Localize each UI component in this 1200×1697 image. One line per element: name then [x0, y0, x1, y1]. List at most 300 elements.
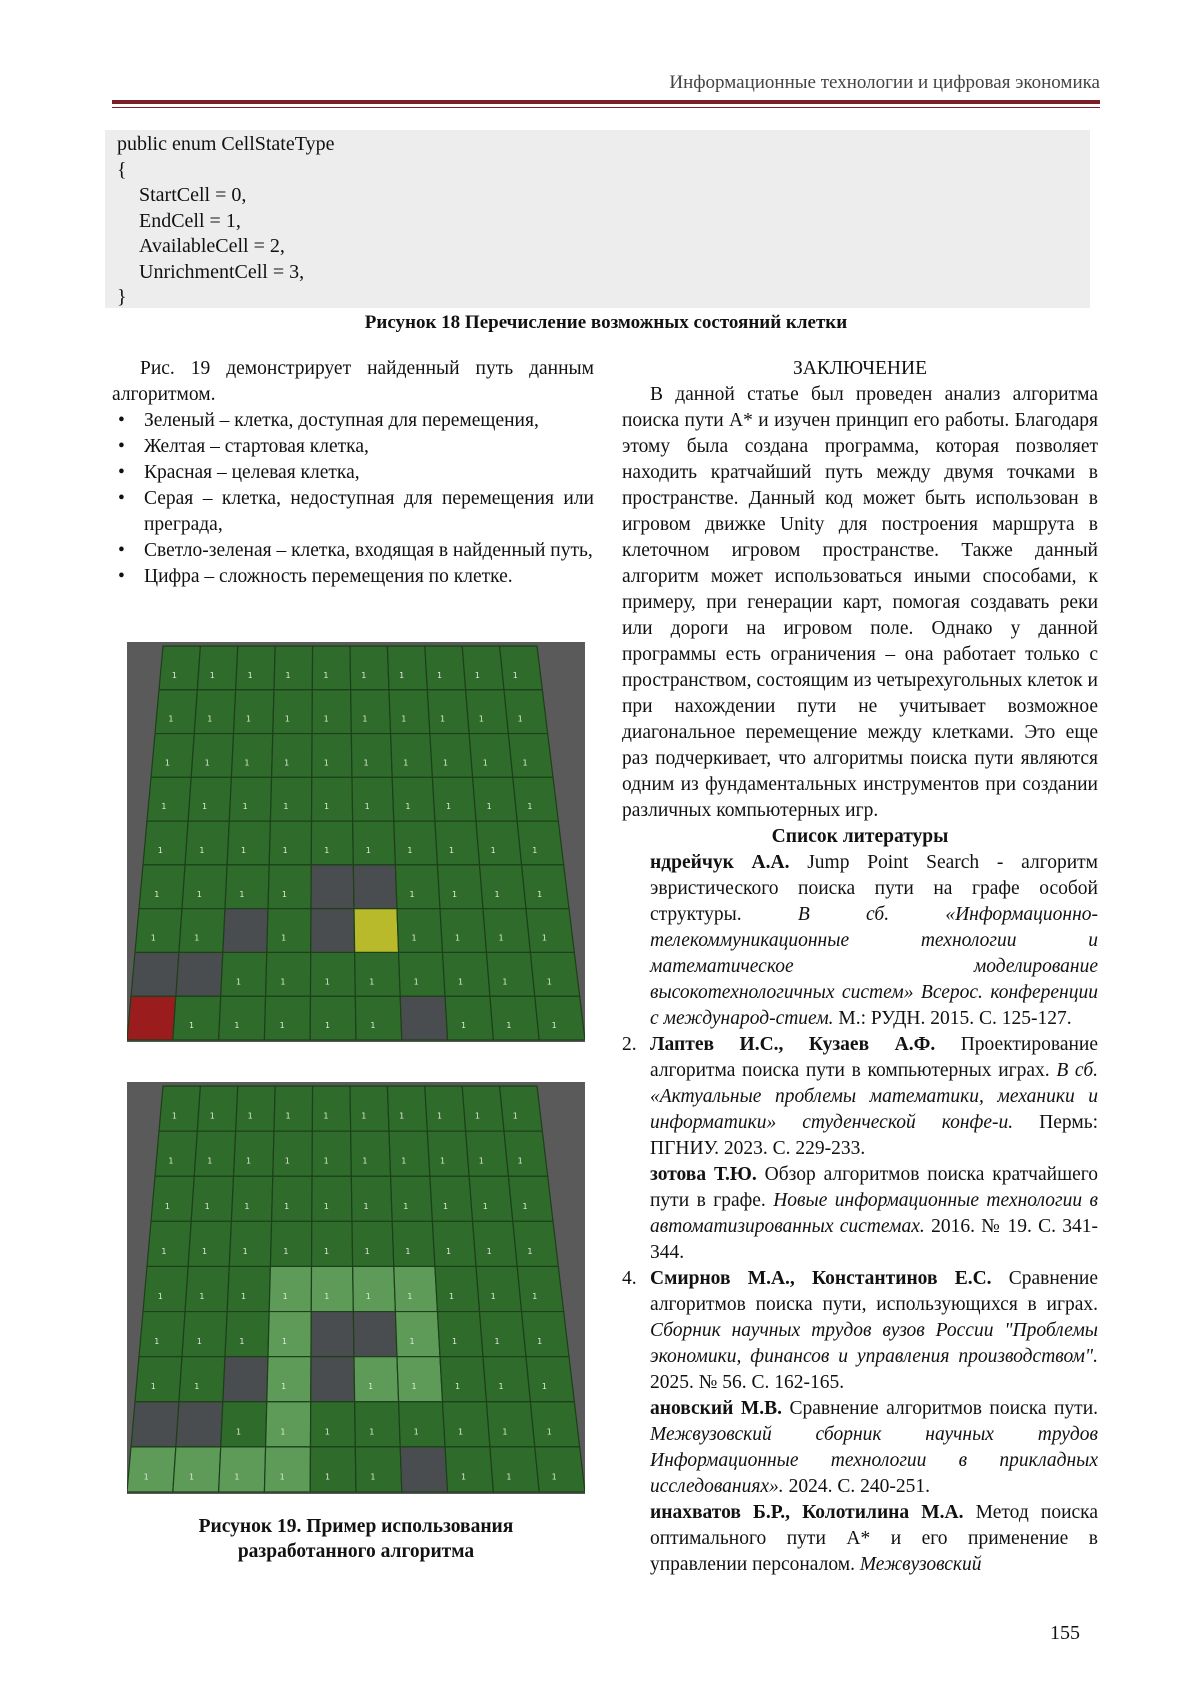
code-line: UnrichmentCell = 3,: [139, 260, 305, 283]
cell-digit: 1: [150, 933, 156, 943]
grid-cell: [394, 821, 438, 865]
grid-cell: [173, 1447, 221, 1492]
cell-digit: 1: [437, 670, 443, 680]
grid-cell: [311, 1312, 354, 1357]
cell-digit: 1: [241, 1292, 247, 1301]
figure-18-caption: Рисунок 18 Перечисление возможных состояний клетки: [364, 312, 848, 333]
grid-cell: [435, 821, 480, 865]
grid-cell: [310, 1402, 355, 1447]
cell-digit: 1: [449, 846, 455, 855]
grid-cell: [311, 821, 353, 865]
grid-cell: [483, 1357, 530, 1402]
cell-digit: 1: [486, 1246, 492, 1256]
cell-digit: 1: [409, 889, 415, 899]
cell-digit: 1: [209, 1111, 215, 1121]
cell-digit: 1: [369, 1427, 375, 1437]
cell-digit: 1: [522, 758, 528, 768]
grid-cell: [188, 1221, 231, 1266]
cell-digit: 1: [161, 802, 167, 812]
cell-digit: 1: [323, 670, 329, 680]
grid-cell: [179, 1357, 225, 1402]
code-line: EndCell = 1,: [139, 209, 241, 232]
cell-digit: 1: [199, 846, 205, 855]
cell-digit: 1: [285, 670, 291, 680]
grid-cell: [135, 1357, 182, 1402]
grid-cell: [352, 777, 394, 821]
cell-digit: 1: [449, 1292, 455, 1301]
cell-digit: 1: [323, 1156, 329, 1166]
grid-cell: [391, 1176, 433, 1221]
figure-19-caption: [112, 1514, 600, 1564]
references-title: Список литературы: [771, 826, 949, 847]
cell-digit: 1: [196, 889, 202, 899]
cell-digit: 1: [527, 1246, 533, 1256]
grid-cell: [397, 1357, 443, 1402]
grid-cell: [264, 1447, 310, 1492]
grid-cell: [399, 952, 445, 996]
cell-digit: 1: [199, 1292, 205, 1301]
grid-cell: [473, 777, 518, 821]
code-line: StartCell = 0,: [139, 184, 247, 206]
grid-cell: [312, 1221, 353, 1266]
cell-digit: 1: [370, 1021, 376, 1031]
cell-digit: 1: [368, 1382, 374, 1392]
cell-digit: 1: [541, 933, 548, 943]
cell-digit: 1: [506, 1021, 512, 1031]
cell-digit: 1: [325, 1021, 331, 1031]
grid-cell: [391, 734, 433, 778]
cell-digit: 1: [236, 977, 242, 987]
cell-digit: 1: [446, 802, 452, 812]
cell-digit: 1: [474, 1111, 480, 1121]
grid-cell: [500, 646, 543, 690]
cell-digit: 1: [413, 1427, 419, 1437]
cell-digit: 1: [194, 933, 200, 943]
intro-paragraph: Рис. 19 демонстрирует найденный путь данным алгоритмом.: [112, 358, 594, 405]
grid-cell: [355, 952, 401, 996]
cell-digit: 1: [502, 1427, 508, 1437]
grid-cell: [513, 1221, 559, 1266]
cell-digit: 1: [284, 1201, 290, 1211]
grid-cell: [225, 1312, 269, 1357]
cell-digit: 1: [411, 1382, 417, 1392]
cell-digit: 1: [541, 1382, 548, 1392]
grid-cell: [266, 1402, 311, 1447]
cell-digit: 1: [323, 1111, 329, 1121]
grid-cell: [227, 1266, 270, 1311]
grid-cell: [355, 996, 401, 1040]
grid-cell: [131, 952, 179, 996]
grid-cell: [399, 1402, 445, 1447]
grid-cell: [236, 646, 276, 690]
cell-digit: 1: [361, 670, 367, 680]
grid-cell: [522, 865, 569, 909]
grid-cell: [182, 865, 227, 909]
legend-item: • Серая – клетка, недоступная для перемещения или преграда,: [112, 486, 594, 538]
grid-cell: [223, 1357, 268, 1402]
grid-cell: [311, 1266, 353, 1311]
cell-digit: 1: [154, 889, 160, 899]
grid-cell: [354, 1357, 399, 1402]
cell-digit: 1: [279, 1021, 285, 1031]
grid-cell: [353, 1312, 397, 1357]
grid-cell: [312, 734, 352, 778]
cell-digit: 1: [502, 977, 508, 987]
grid-cell: [437, 1312, 483, 1357]
grid-cell: [445, 996, 493, 1040]
grid-cell: [486, 1402, 534, 1447]
grid-cell: [143, 1266, 188, 1311]
cell-digit: 1: [234, 1472, 240, 1482]
grid-cell: [473, 1221, 518, 1266]
grid-cell: [159, 646, 200, 690]
grid-cell: [476, 821, 522, 865]
cell-digit: 1: [164, 758, 170, 768]
grid-cell: [355, 1402, 401, 1447]
cell-digit: 1: [209, 670, 215, 680]
cell-digit: 1: [482, 758, 488, 768]
reference-item: зотова Т.Ю. Обзор алгоритмов поиска кратчайшего пути в графе. Новые информационные технологии в автоматизированных системах. 2016. № 19. С. 341-344.: [650, 1164, 1099, 1263]
grid-cell: [221, 1402, 267, 1447]
legend-item: • Красная – целевая клетка,: [112, 460, 594, 486]
grid-cell: [176, 952, 223, 996]
cell-digit: 1: [204, 758, 210, 768]
grid-cell: [312, 646, 350, 690]
grid-cell: [353, 865, 397, 909]
cell-digit: 1: [161, 1246, 167, 1256]
cell-digit: 1: [244, 758, 250, 768]
cell-digit: 1: [164, 1201, 170, 1211]
grid-cell: [179, 909, 225, 953]
cell-digit: 1: [537, 1337, 543, 1347]
cell-digit: 1: [150, 1382, 156, 1392]
code-line: AvailableCell = 2,: [139, 235, 285, 257]
grid-cell: [194, 1131, 235, 1176]
grid-cell: [400, 996, 447, 1040]
grid-cell: [311, 909, 355, 953]
cell-digit: 1: [285, 1111, 291, 1121]
grid-cell: [530, 1402, 579, 1447]
cell-digit: 1: [284, 758, 290, 768]
cell-digit: 1: [362, 714, 368, 724]
grid-cell: [268, 865, 311, 909]
cell-digit: 1: [324, 846, 330, 855]
grid-cell: [469, 1176, 513, 1221]
grid-cell: [437, 865, 483, 909]
reference-item: ановский М.В. Сравнение алгоритмов поиска пути. Межвузовский сборник научных трудов Информационные технологии в прикладных исследованиях». 2024. С. 240-251.: [650, 1398, 1098, 1497]
grid-cell: [151, 734, 194, 778]
cell-digit: 1: [280, 1427, 286, 1437]
grid-cell: [274, 1086, 313, 1131]
conclusion-text: В данной статье был проведен анализ алгоритма поиска пути A* и изучен принцип его работы. Благодаря этому была создана программа, которая позволяет находить кратчайший путь между двумя точками в пространстве. Данный код может быть использован в игровом движке Unity для построения маршрута в клеточном игровом пространстве. Также данный алгоритм может использоваться иными способами, к примеру, при генерации карт, помогая создавать реки или дороги на игровом поле. Однако у данной программы есть ограничения – она работает только с пространством, состоящим из четырехугольных клеток и при нахождении пути не учитывает возможное диагональное перемещение между клетками. Это еще раз подчеркивает, что алгоритмы поиска пути являются одним из фундаментальных инструментов при создании различных компьютерных игр.: [622, 384, 1098, 821]
grid-cell: [270, 777, 311, 821]
grid-cell: [143, 821, 188, 865]
grid-cell: [462, 646, 504, 690]
grid-cell: [223, 909, 268, 953]
grid-cell: [425, 1086, 466, 1131]
grid-cell: [310, 952, 355, 996]
grid-cell: [194, 690, 235, 734]
cell-digit: 1: [474, 670, 480, 680]
cell-digit: 1: [440, 714, 446, 724]
cell-digit: 1: [324, 977, 330, 987]
grid-cell: [395, 1312, 440, 1357]
cell-digit: 1: [234, 1021, 240, 1031]
cell-digit: 1: [522, 1201, 528, 1211]
grid-cell: [312, 1176, 352, 1221]
grid-cell: [392, 777, 435, 821]
grid-cell: [427, 1131, 469, 1176]
grid-cell: [530, 952, 579, 996]
cell-digit: 1: [452, 889, 458, 899]
grid-cell: [236, 1086, 276, 1131]
grid-cell: [173, 996, 221, 1040]
code-listing: [105, 130, 1090, 308]
cell-digit: 1: [409, 1337, 415, 1347]
grid-cell: [310, 1447, 356, 1492]
cell-digit: 1: [283, 802, 289, 812]
cell-digit: 1: [196, 1337, 202, 1347]
cell-digit: 1: [323, 758, 329, 768]
cell-digit: 1: [363, 1201, 369, 1211]
cell-digit: 1: [440, 1156, 446, 1166]
cell-digit: 1: [154, 1337, 160, 1347]
grid-cell: [267, 1357, 311, 1402]
code-line: {: [117, 158, 127, 181]
grid-cell: [350, 1086, 389, 1131]
grid-cell: [466, 690, 509, 734]
cell-digit: 1: [244, 1201, 250, 1211]
grid-cell: [267, 909, 311, 953]
cell-digit: 1: [282, 1292, 288, 1301]
grid-cell: [351, 1176, 392, 1221]
grid-cell: [231, 1176, 272, 1221]
grid-cell: [432, 777, 476, 821]
grid-cell: [508, 1176, 553, 1221]
cell-digit: 1: [443, 1201, 449, 1211]
grid-cell: [135, 909, 182, 953]
grid-cell: [176, 1402, 223, 1447]
grid-cell: [151, 1176, 194, 1221]
grid-cell: [483, 909, 530, 953]
cell-digit: 1: [363, 758, 369, 768]
cell-digit: 1: [324, 1246, 330, 1256]
cell-digit: 1: [157, 846, 163, 855]
cell-digit: 1: [157, 1292, 163, 1301]
header-rule-thick: [112, 100, 1100, 104]
cell-digit: 1: [246, 714, 252, 724]
grid-cell: [432, 1221, 476, 1266]
cell-digit: 1: [455, 933, 461, 943]
grid-cell: [443, 952, 490, 996]
cell-digit: 1: [401, 714, 407, 724]
grid-cell: [197, 646, 237, 690]
cell-digit: 1: [446, 1246, 452, 1256]
grid-cell: [312, 690, 351, 734]
grid-cell: [387, 1086, 427, 1131]
grid-cell: [270, 1221, 311, 1266]
cell-digit: 1: [405, 1246, 411, 1256]
cell-digit: 1: [401, 1156, 407, 1166]
cell-digit: 1: [399, 670, 405, 680]
cell-digit: 1: [143, 1472, 149, 1482]
cell-digit: 1: [247, 670, 253, 680]
grid-cell: [355, 1447, 401, 1492]
grid-cell: [274, 646, 313, 690]
cell-digit: 1: [204, 1201, 210, 1211]
grid-cell: [188, 777, 231, 821]
cell-digit: 1: [527, 802, 533, 812]
grid-cell: [508, 734, 553, 778]
cell-digit: 1: [458, 977, 464, 987]
cell-digit: 1: [517, 714, 523, 724]
cell-digit: 1: [498, 1382, 504, 1392]
cell-digit: 1: [494, 1337, 500, 1347]
references-list: [622, 850, 1098, 1578]
grid-cell: [269, 821, 311, 865]
grid-cell: [273, 690, 313, 734]
cell-digit: 1: [236, 1427, 242, 1437]
grid-cell: [185, 821, 229, 865]
cell-digit: 1: [284, 714, 290, 724]
cell-digit: 1: [452, 1337, 458, 1347]
grid-cell: [430, 734, 473, 778]
cell-digit: 1: [323, 714, 329, 724]
code-line: }: [117, 286, 127, 308]
grid-cell: [229, 1221, 271, 1266]
cell-digit: 1: [478, 714, 484, 724]
grid-cell: [127, 996, 176, 1040]
cell-digit: 1: [490, 1292, 496, 1301]
cell-digit: 1: [551, 1021, 557, 1031]
grid-cell: [353, 1266, 396, 1311]
cell-digit: 1: [365, 846, 371, 855]
cell-digit: 1: [361, 1111, 367, 1121]
grid-cell: [272, 734, 312, 778]
cell-digit: 1: [202, 802, 208, 812]
grid-cell: [264, 996, 310, 1040]
cell-digit: 1: [283, 1246, 289, 1256]
grid-cell: [526, 909, 574, 953]
cell-digit: 1: [247, 1111, 253, 1121]
grid-cell: [139, 1312, 185, 1357]
grid-cell: [229, 777, 271, 821]
cell-digit: 1: [280, 977, 286, 987]
grid-cell: [312, 1086, 350, 1131]
cell-digit: 1: [369, 977, 375, 987]
cell-digit: 1: [323, 1201, 329, 1211]
cell-digit: 1: [537, 889, 543, 899]
grid-cell: [311, 1357, 355, 1402]
grid-cell: [462, 1086, 504, 1131]
grid-cell: [387, 646, 427, 690]
grid-cell: [394, 1266, 438, 1311]
cell-digit: 1: [171, 1111, 178, 1121]
grid-cell: [440, 909, 486, 953]
grid-cell: [425, 646, 466, 690]
grid-cell: [269, 1266, 311, 1311]
cell-digit: 1: [239, 1337, 245, 1347]
grid-cell: [435, 1266, 480, 1311]
cell-digit: 1: [443, 758, 449, 768]
cell-digit: 1: [364, 1246, 370, 1256]
grid-cell: [312, 1131, 351, 1176]
grid-cell: [352, 1221, 394, 1266]
cell-digit: 1: [281, 933, 287, 943]
page-number: 155: [1050, 1622, 1080, 1644]
cell-digit: 1: [512, 1111, 518, 1121]
cell-digit: 1: [325, 1472, 331, 1482]
cell-digit: 1: [362, 1156, 368, 1166]
cell-digit: 1: [517, 1156, 523, 1166]
cell-digit: 1: [413, 977, 419, 987]
grid-cell: [351, 734, 392, 778]
grid-cell: [504, 1131, 548, 1176]
grid-cell: [480, 865, 526, 909]
grid-cell: [440, 1357, 486, 1402]
cell-digit: 1: [281, 1337, 287, 1347]
grid-cell: [219, 996, 266, 1040]
grid-cell: [480, 1312, 526, 1357]
cell-digit: 1: [546, 977, 552, 987]
cell-digit: 1: [407, 1292, 413, 1301]
cell-digit: 1: [324, 1427, 330, 1437]
cell-digit: 1: [494, 889, 500, 899]
reference-item: 4. Смирнов М.А., Константинов Е.С. Сравнение алгоритмов поиска пути, использующихся в играх. Сборник научных трудов вузов России "Проблемы экономики, финансов и управления производством". 2025. № 56. С. 162-165.: [622, 1268, 1098, 1393]
cell-digit: 1: [498, 933, 504, 943]
cell-digit: 1: [207, 1156, 213, 1166]
journal-header: Информационные технологии и цифровая экономика: [669, 72, 1100, 93]
grid-cell: [445, 1447, 493, 1492]
cell-digit: 1: [282, 846, 288, 855]
grid-cell: [159, 1086, 200, 1131]
cell-digit: 1: [202, 1246, 208, 1256]
cell-digit: 1: [411, 933, 417, 943]
grid-cell: [354, 909, 399, 953]
grid-cell: [535, 1447, 585, 1492]
cell-digit: 1: [461, 1021, 467, 1031]
cell-digit: 1: [194, 1382, 200, 1392]
grid-cell: [500, 1086, 543, 1131]
grid-cell: [221, 952, 267, 996]
grid-cell: [219, 1447, 266, 1492]
grid-cell: [273, 1131, 313, 1176]
cell-digit: 1: [461, 1472, 467, 1482]
reference-item: инахватов Б.Р., Колотилина М.А. Метод поиска оптимального пути A* и его применение в управлении персоналом. Межвузовский: [650, 1502, 1098, 1575]
grid-cell: [227, 821, 270, 865]
cell-digit: 1: [405, 802, 411, 812]
grid-cell: [443, 1402, 490, 1447]
header-rule-thin: [112, 107, 1100, 108]
cell-digit: 1: [189, 1472, 195, 1482]
cell-digit: 1: [324, 1292, 330, 1301]
cell-digit: 1: [281, 889, 287, 899]
cell-digit: 1: [532, 1292, 538, 1301]
grid-cell: [466, 1131, 509, 1176]
grid-cell: [234, 690, 274, 734]
grid-cell: [155, 690, 197, 734]
cell-digit: 1: [403, 758, 409, 768]
cell-digit: 1: [324, 802, 330, 812]
grid-cell: [310, 996, 356, 1040]
grid-cell: [504, 690, 548, 734]
cell-digit: 1: [241, 846, 247, 855]
legend-item: • Светло-зеленая – клетка, входящая в найденный путь,: [112, 538, 594, 564]
cell-digit: 1: [490, 846, 496, 855]
cell-digit: 1: [246, 1156, 252, 1166]
cell-digit: 1: [478, 1156, 484, 1166]
reference-item: ндрейчук А.А. Jump Point Search - алгоритм эвристического поиска пути на графе особой структуры. В сб. «Информационно-телекоммуникационные технологии и математическое моделирование высокотехнологичных систем» Всерос. конференции с международ-стием. М.: РУДН. 2015. С. 125-127.: [650, 852, 1098, 1029]
